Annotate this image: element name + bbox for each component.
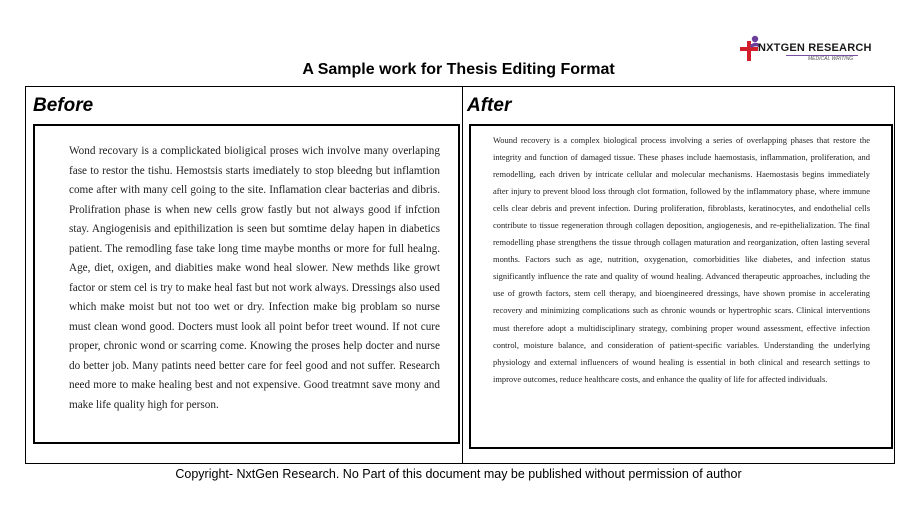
column-divider [462,86,463,464]
before-label: Before [33,95,94,116]
page-title: A Sample work for Thesis Editing Format [302,61,615,78]
after-label: After [467,95,512,116]
after-paragraph: Wound recovery is a complex biological process involving a series of overlapping phases that restore the integrity and function of damaged tissue. These phases include haemostasis, inflammation, proliferation, and remodelling, each driven by intricate cellular and molecular mechanisms. Haemostasis begins immediately after injury to prevent blood loss through clot formation, followed by the inflammatory phase, where immune cells clear debris and prevent infection. During proliferation, fibroblasts, keratinocytes, and endothelial cells contribute to tissue regeneration through collagen deposition, angiogenesis, and re-epithelialization. The final remodelling phase strengthens the tissue through collagen maturation and reorganization, often lasting several months. Factors such as age, nutrition, oxygenation, comorbidities like diabetes, and infection status significantly influence the rate and quality of wound healing. Advanced therapeutic approaches, including the use of growth factors, stem cell therapy, and bioengineered dressings, have shown promise in accelerating recovery and minimizing complications such as chronic wounds or hypertrophic scars. Clinical interventions must therefore adopt a multidisciplinary strategy, combining proper wound assessment, effective infection control, moisture balance, and consideration of patient-specific variables. Understanding the underlying physiology and external influencers of wound healing is essential in both clinical and research settings to improve outcomes, reduce healthcare costs, and enhance the quality of life for affected individuals. [493,135,870,384]
logo-tagline: MEDICAL WRITING [808,56,854,62]
before-paragraph: Wond recovary is a complickated bioligical proses wich involve many overlaping fase to restor the tishu. Hemostsis starts imediately to stop bleedng but inflamtion come after with many cell going to the site. Inflamation clear bacterias and dibris. Prolifration phase is when new cells grow fastly but not always good if infction stay. Angiogenisis and epithilization is seen but somtime delay hapen in diabetics patient. The remodling fase take long time maybe months or more for full healng. Age, diet, oxigen, and diabities make wond heal slower. New methds like growt factor or stem cel is try to make heal fast but not work always. Dressings also used which make moist but not too wet or dry. Infection make big problam so nurse must clean wond good. Docters must look all point befor treet wound. If not cure proper, chronic wond or scarring come. Knowing the proses help docter and nurse do better job. Many patints need better care for feel good and not suffer. Research need more to make healing best and not expensive. Good treatmnt save mony and make life quality high for person. [69,145,440,411]
logo-brand-name: NXTGEN RESEARCH [758,42,872,54]
copyright-notice: Copyright- NxtGen Research. No Part of this document may be published without permission of author [175,467,742,481]
